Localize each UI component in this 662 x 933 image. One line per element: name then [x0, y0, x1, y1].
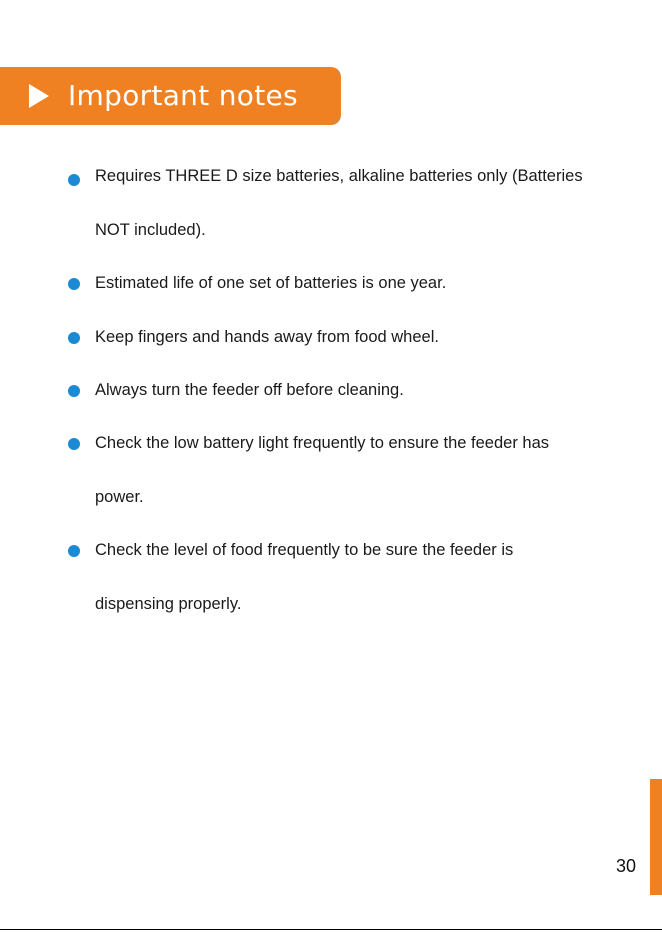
list-item — [95, 257, 595, 311]
note-text: Estimated life of one set of batteries is one year. — [95, 274, 447, 292]
list-item — [95, 524, 595, 631]
side-tab-marker — [650, 779, 662, 895]
list-item — [95, 417, 595, 524]
bullet-dot-icon — [68, 545, 80, 557]
list-item — [95, 311, 595, 365]
note-text: Keep fingers and hands away from food wheel. — [95, 328, 439, 346]
section-header-banner — [0, 67, 341, 125]
play-triangle-icon — [29, 84, 49, 108]
note-text: Check the low battery light frequently to ensure the feeder has power. — [95, 434, 550, 506]
page-number: 30 — [615, 856, 637, 876]
bullet-dot-icon — [68, 278, 80, 290]
bottom-divider — [0, 929, 662, 930]
bullet-dot-icon — [68, 174, 80, 186]
bullet-dot-icon — [68, 385, 80, 397]
bullet-dot-icon — [68, 332, 80, 344]
list-item — [95, 150, 595, 257]
note-text: Check the level of food frequently to be sure the feeder is dispensing properly. — [95, 541, 514, 613]
page-title: Important notes — [68, 79, 298, 112]
bullet-dot-icon — [68, 438, 80, 450]
note-text: Requires THREE D size batteries, alkaline batteries only (Batteries NOT included). — [95, 167, 583, 239]
note-text: Always turn the feeder off before cleaning. — [95, 381, 404, 399]
list-item — [95, 364, 595, 418]
